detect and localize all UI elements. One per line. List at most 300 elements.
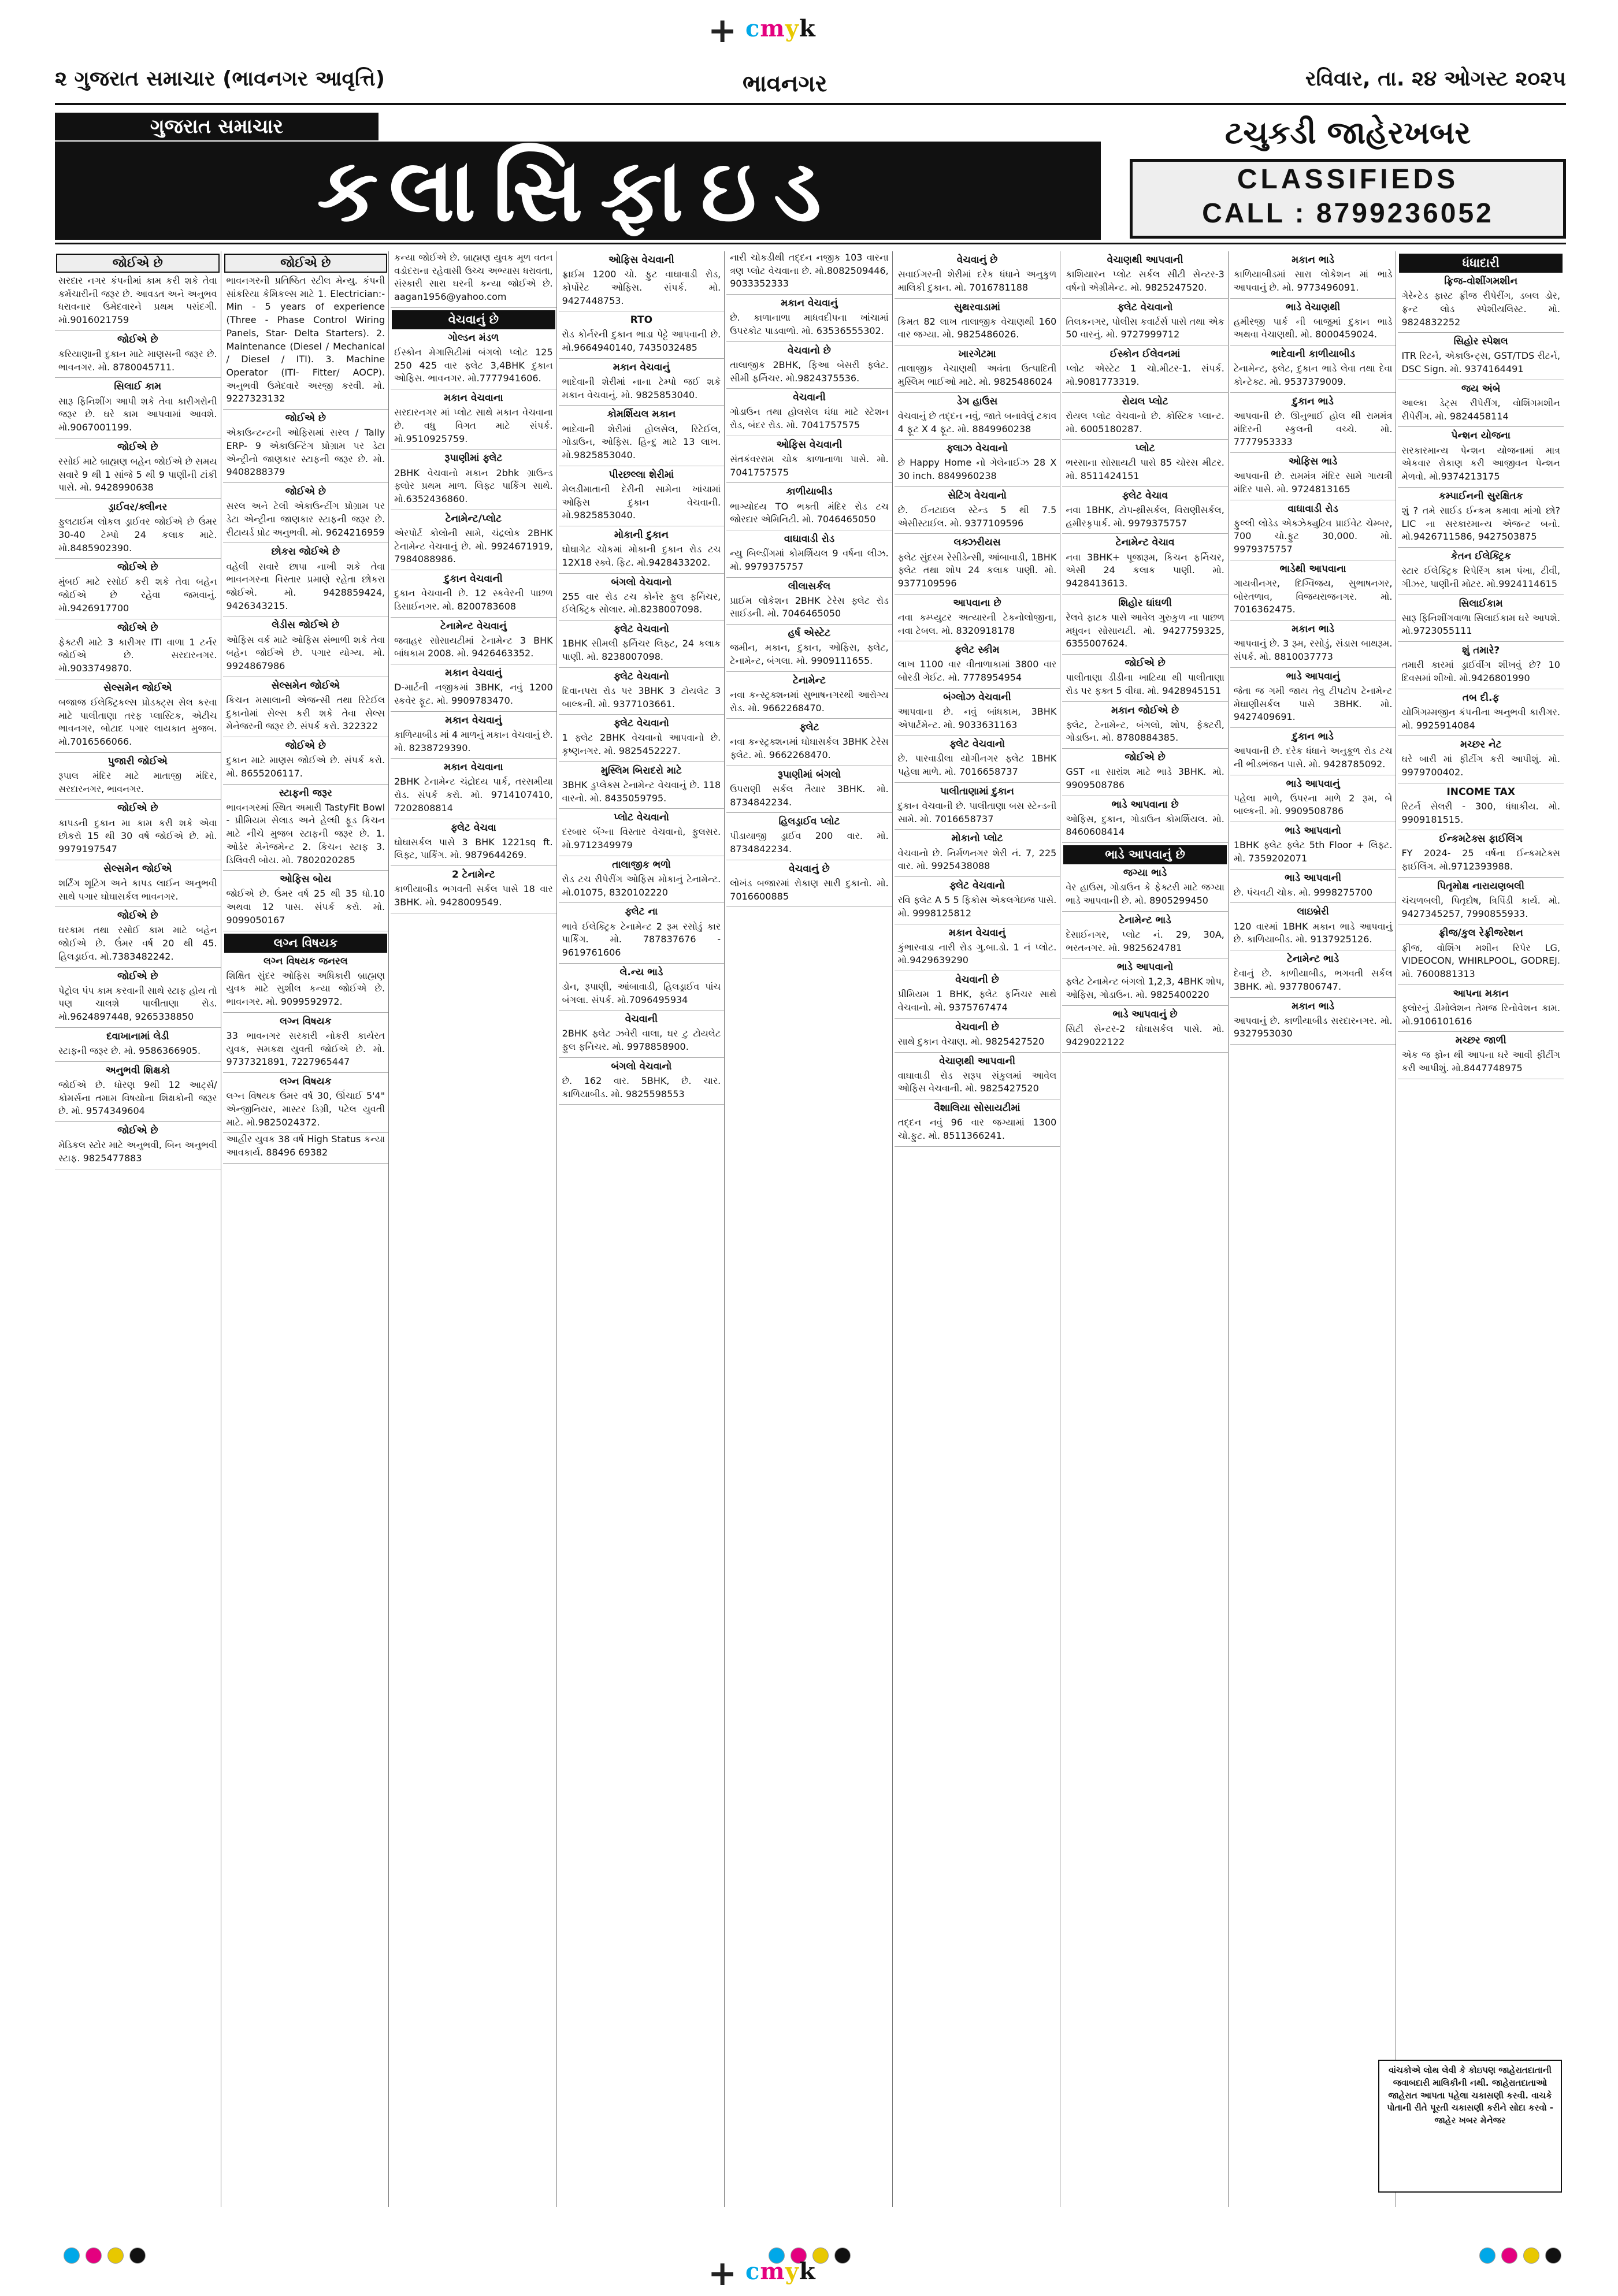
ad-text: શિક્ષિત સુંદર ઓફિસ અધિકારી બ્રાહ્મણ યુવક માટે સુશીલ કન્યા જોઈએ છે. ભાવનગર. મો. 9099592972. [226, 969, 385, 1008]
classified-ad [559, 905, 725, 963]
classified-ad [1230, 1000, 1396, 1045]
ad-text: દુકાન વેચવાની છે. 12 સ્કવેરની પાછળ ડિસાઈનગર. મો. 8200783608 [394, 588, 553, 612]
classified-ad [895, 441, 1060, 487]
ad-heading: INCOME TAX [1446, 786, 1515, 798]
ad-text: રવિ ફ્લેટ A 5 5 ફિકોસ એકલગેઇજ પાસે. મો. 9998125812 [897, 894, 1057, 919]
ad-text: કાશિયારન પ્લોટ સર્કલ સીટી સેન્ટર-3 વર્ષનો એગ્રીમેન્ટ. મો. 9825247520. [1066, 269, 1224, 293]
classifieds-grid [55, 251, 1566, 2207]
ad-text: ફુલટાઈમ લોકલ ડ્રાઈવર જોઈએ છે ઉંમર 30-40 ટેમ્પો 24 કલાક માટે. મો.8485902390. [58, 516, 217, 553]
classified-ad [55, 380, 221, 438]
classified-ad [55, 801, 221, 860]
ad-heading: ફ્લેટ વેચવાનો [1117, 301, 1173, 313]
yellow-dot-icon [1523, 2247, 1539, 2264]
ad-heading: મકાન ભાડે [1292, 1000, 1335, 1012]
ad-text: 2BHK ફ્લેટ ઝવેરી વાલા, ઘર ટુ ટોયલેટ ફુલ ફર્નિચર. મો. 9978858900. [562, 1028, 721, 1053]
ad-text: 2BHK ટેનામેન્ટ ચંદ્રોદય પાર્ક, તરસમીયા રોડ. સંપર્ક કરો. મો. 9714107410, 7202808814 [394, 776, 553, 813]
ad-text: રોયલ પ્લોટ વેચવાનો છે. કોસ્ટિક પ્લાન્ટ. મો. 6005180287. [1066, 410, 1224, 434]
magenta-dot-icon [86, 2247, 102, 2264]
ad-text: કન્યા જોઈએ છે. બ્રાહ્મણ યુવક મૂળ વતન વડોદરાના રહેવાસી ઉચ્ચ અભ્યાસ ધરાવતા, સંસ્કારી સારા ઘરની કન્યા જોઈએ છે. aagan1956@yahoo.com [394, 252, 553, 303]
classified-ad [1062, 489, 1228, 534]
classifieds-title: ક્લાસિફાઇડ [55, 142, 1101, 240]
ad-heading: ફ્લેટ વેચાવ [1122, 489, 1168, 501]
ad-heading: સુથરવાડામાં [954, 301, 1001, 313]
classified-ad [559, 313, 725, 359]
ad-heading: બંગલો વેચવાનો [611, 1060, 672, 1072]
cmyk-mark: cmyk [745, 15, 816, 42]
ad-text: હમીરજી પાર્ક ની બાજુમાં દુકાન ભાડે અથવા વેચાણથી. મો. 8000459024. [1233, 315, 1393, 340]
ad-text: જોઈએ છે. ધોરણ 9થી 12 આર્ટ્સ/કોમર્સના તમામ વિષયોના શિક્ષકોની જરૂર છે. મો. 9574349604 [58, 1079, 217, 1117]
black-dot-icon [834, 2247, 851, 2264]
classifieds-label: CLASSIFIEDS [1237, 164, 1459, 195]
ad-text: કરિયાણાની દુકાન માટે માણસની જરૂર છે. ભાવનગર. મો. 8780045711. [58, 348, 217, 373]
classified-ad [895, 253, 1060, 299]
ad-text: નવા કન્સ્ટ્રક્શનમાં ઘોઘાસર્કલ 3BHK ટેરેસ ફ્લેટ. મો. 9662268470. [730, 736, 889, 761]
ad-text: છે. 162 વાર. 5BHK, છે. ચાર. કાળિયાબીડ. મો. 9825598553 [562, 1075, 721, 1099]
ad-text: વેચવાનો છે. નિર્મળનગર શેરી નં. 7, 225 વાર. મો. 9925438088 [897, 847, 1057, 872]
ad-heading: બંગલો વેચવાનો [611, 576, 672, 588]
ad-heading: મકાન વેચવાનું [445, 667, 502, 679]
ad-heading: ફ્લેટ વેચવાનો [949, 880, 1005, 892]
ad-heading: મકાન વેચવાનું [948, 927, 1006, 939]
tagline: ટચુકડી જાહેરખબર [1224, 114, 1471, 151]
ad-heading: મોકાનો પ્લોટ [951, 833, 1003, 845]
classified-ad [726, 485, 892, 530]
ad-text: કાળિયાબીડમાં સારા લોકેશન માં ભાડે આપવાનું છે. મો. 9773496091. [1233, 269, 1393, 293]
page-number-edition: ૨ ગુજરાત સમાચાર (ભાવનગર આવૃત્તિ) [55, 67, 385, 91]
call-number: CALL : 8799236052 [1202, 198, 1494, 229]
ad-text: આપવાની છે. રામમંત્ર મંદિર સામે ગાયત્રી મંદિર પાસે. મો. 9724813165 [1233, 470, 1393, 495]
ad-text: નવા 3BHK+ પૂજારૂમ, કિચન ફર્નિચર, એસી 24 કલાક પાણી. મો. 9428413613. [1066, 551, 1224, 589]
ad-heading: પ્લોટ વેચવાનો [613, 812, 669, 824]
ad-heading: મુસ્લિમ બિરાદરો માટે [600, 764, 682, 777]
ad-heading: લગ્ન વિષયક [280, 1076, 332, 1088]
classified-ad [391, 868, 556, 913]
ad-text: જોઈએ છે. ઉંમર વર્ષ 25 થી 35 ધો.10 અથવા 12 પાસ. સંપર્ક કરો. મો. 9099050167 [226, 888, 385, 926]
classified-ad [895, 737, 1060, 783]
classified-ad [223, 411, 389, 483]
ad-text: સરદારનગર માં પ્લોટ સાથે મકાન વેચવાના છે. વધુ વિગત માટે સંપર્ક. મો.9510925759. [394, 407, 553, 444]
ad-heading: ફ્લાઝ વેચવાનો [946, 443, 1008, 455]
ad-heading: આપના મકાન [1453, 987, 1509, 1000]
ad-text: 1BHK સીમલી ફર્નિચર લિફ્ટ, 24 કલાક પાણી. મો. 8238007098. [562, 638, 721, 662]
ad-text: તિલકનગર, પોલીસ કવાર્ટર્સ પાસે તથા એક 50 વારનું. મો. 9727999712 [1066, 315, 1224, 340]
ad-heading: ફ્લેટ [799, 722, 819, 734]
ad-text: ભાદેવાની શેરીમાં નાના ટેમ્પો જઈ શકે મકાન વેચવાનું. મો. 9825853040. [562, 376, 721, 400]
classified-column [559, 251, 725, 2207]
ad-text: પીડાયાજી ડ્રાઈવ 200 વાર. મો. 8734842234. [730, 830, 889, 855]
classified-ad [1230, 300, 1396, 346]
classified-ad [1230, 824, 1396, 870]
classified-ad [1398, 644, 1564, 689]
ad-text: D-માર્ટની નજીકમાં 3BHK, નવું 1200 સ્કવેર ફૂટ. મો. 9909783470. [394, 682, 553, 706]
ad-text: છે. પંચવટી ચોક. મો. 9998275700 [1233, 886, 1373, 898]
ad-heading: વૈશાલિયા સોસાયટીમાં [934, 1102, 1020, 1114]
ad-heading: સ્ટાફની જરૂર [279, 787, 332, 799]
registration-cross-icon: + [708, 10, 737, 51]
classified-ad [1398, 691, 1564, 737]
classified-ad [223, 274, 389, 410]
classified-ad [391, 666, 556, 712]
ad-text: ડોન, રૂપાણી, આંબાવાડી, હિલડ્રાઈવ પાંચ બંગલા. સંપર્ક. મો.7096495934 [562, 980, 721, 1005]
ad-text: 120 વારમાં 1BHK મકાન ભાડે આપવાનું છે. કાળિયાબીડ. મો. 9137925126. [1233, 920, 1393, 945]
ad-heading: શું તમારે? [1462, 645, 1500, 657]
section-heading: જોઈએ છે [56, 254, 220, 273]
ad-text: 33 ભાવનગર સરકારી નોકરી કાર્યરત યુવક, સમકક્ષ યુવતી જોઈએ છે. મો. 9737321891, 7227965447 [226, 1030, 385, 1068]
black-dot-icon [1545, 2247, 1561, 2264]
ad-text: સવાઈગરની શેરીમાં દરેક ધંધાને અનુકુળ માલિકી દુકાન. મો. 7016781188 [897, 269, 1057, 293]
ad-heading: ટેનામેન્ટ ભાડે [1287, 953, 1339, 965]
classified-ad [391, 821, 556, 867]
ad-heading: આપવાના છે [953, 597, 1001, 609]
ad-text: વાઘાવાડી રોડ સરૂપ સંકુલમાં આવેલ ઓફિસ વેચવાની. મો. 9825427520 [897, 1069, 1057, 1094]
ad-text: પેટ્રોલ પંપ કામ કરવાની સાથે સ્ટાફ હોય તો પણ ચાલશે પાલીતાણા રોડ. મો.9624897448, 9265338850 [58, 984, 217, 1023]
ad-text: ભાદેવાની શેરીમાં હોલસેલ, રિટેઈલ, ગોડાઉન, ઓફિસ. હિન્દુ માટે 13 લાખ. મો.9825853040. [562, 423, 721, 460]
ad-text: પાલીતાણા ડીડીના ખાટિયા થી પાલીતાણા રોડ પર ફક્ત 5 વીઘા. મો. 9428945151 [1066, 672, 1224, 696]
ad-heading: મકાન વેચવાના [444, 392, 503, 404]
ad-heading: ફ્લેટ વેચવાનો [949, 738, 1005, 751]
ad-heading: ઈન્કમટેક્સ ફાઈલિંગ [1439, 833, 1523, 845]
classified-column [55, 251, 221, 2207]
classified-ad [391, 391, 556, 449]
classified-ad [895, 489, 1060, 534]
classified-ad [223, 739, 389, 785]
ad-text: યોગિગમ્મજીન કંપનીના અનુભવી કારીગર. મો. 9925914084 [1401, 706, 1560, 731]
ad-heading: મકાન વેચવાનું [445, 714, 502, 726]
ad-heading: ભાડે આપવાની [1285, 872, 1342, 884]
classified-ad [895, 973, 1060, 1019]
classified-ad [1398, 738, 1564, 783]
classified-ad [1062, 798, 1228, 844]
classified-ad [1062, 913, 1228, 959]
classified-ad [559, 622, 725, 668]
ad-heading: ઓફિસ વેચવાની [608, 254, 674, 266]
ad-text: ઘોઘાસર્કલ પાસે 3 BHK 1221sq ft. લિફ્ટ, પાર્કિંગ. મો. 9879644269. [394, 836, 553, 861]
classified-ad [223, 545, 389, 616]
ad-heading: હિલડ્રાઈવ પ્લોટ [778, 816, 840, 828]
ad-text: કિચન મસાલાની એજન્સી તથા રિટેઈલ દુકાનોમાં સેલ્સ કરી શકે તેવા સેલ્સ મેનેજરની જરૂર છે. સંપર્ક કરો. 322322 [226, 694, 385, 732]
ad-heading: તાલાજીક ભળો [612, 859, 671, 871]
city-title: ભાવનગર [743, 70, 827, 97]
ad-text: તમારી કારમાં ડ્રાઈવીંગ શીખવું છે? 10 દિવસમાં શીખો. મો.9426801990 [1401, 659, 1560, 683]
ad-heading: પિતૃમોક્ષ નારાયણબલી [1437, 880, 1524, 892]
ad-text: જેતા જ ગમી જાય તેવુ ટીપટોપ ટેનામેન્ટ મેઘાણીસર્કલ પાસે 3BHK. મો. 9427409691. [1233, 685, 1393, 723]
ad-heading: ફ્લેટ વેચવા [450, 822, 496, 834]
ad-heading: મકાન જોઈએ છે [1111, 704, 1179, 716]
ad-heading: વેચવાનો છે [788, 344, 831, 356]
ad-text: લગ્ન વિષયક ઉંમર વર્ષ 30, ઊંચાઈ 5'4" એન્જીનિયર, માસ્ટર ડિગ્રી, પટેલ યુવતી માટે. મો.9825024372. [226, 1090, 385, 1128]
ad-heading: 2 ટેનામેન્ટ [451, 869, 495, 881]
classified-ad [1062, 1008, 1228, 1053]
ad-text: રસોઈ માટે બ્રાહ્મણ બહેન જોઈએ છે સમય સવારે 9 થી 1 સાંજે 5 થી 9 પાણીની ટાંકી પાસે. મો. 9428990638 [58, 455, 217, 493]
ad-text: સરલ અને ટેલી એકાઉન્ટીંગ પ્રોગ્રામ પર ડેટા એન્ટ્રીના જાણકાર સ્ટાફની જરૂર છે. રીટાયર્ડ પ્રોઢ અનુભવી. મો. 9624216959 [226, 500, 385, 538]
ad-text: 255 વાર રોડ ટચ કોર્નર ફુલ ફર્નિચર, ઈલેક્ટ્રિક સોલાર. મો.8238007098. [562, 590, 721, 615]
ad-heading: લીલાસર્કલ [788, 580, 831, 592]
classified-ad [1062, 656, 1228, 702]
ad-heading: જગ્યા ભાડે [1123, 867, 1167, 879]
ad-text: ઉપરાણી સર્કલ તૈયાર 3BHK. મો. 8734842234. [730, 783, 889, 808]
classifieds-banner [55, 113, 1566, 244]
ad-text: વેચવાનું છે તદ્દન નવું, જાતે બનાવેલું ટકાવ 4 ફૂટ X 4 ફૂટ. મો. 8849960238 [897, 410, 1057, 434]
ad-text: રોડ ટચ રીપેરીંગ ઓફિસ મોકાનું ટેનામેન્ટ. મો.01075, 8320102220 [562, 874, 721, 898]
ad-text: ગોડાઉન તથા હોલસેલ ઘંધા માટે સ્ટેશન રોડ, બંદર રોડ. મો. 7041757575 [730, 406, 889, 431]
ad-heading: પુજારી જોઈએ [107, 755, 168, 767]
ad-text: આલ્કા ડેટ્સ રીપેરીંગ, વોશિંગમશીન રીપેરીંગ. મો. 9824458114 [1401, 397, 1560, 422]
classified-ad [726, 720, 892, 766]
ad-heading: સેટિંગ વેચવાનો [948, 489, 1007, 501]
ad-heading: ટેનામેન્ટ વેચાવ [1115, 537, 1175, 549]
classified-ad [223, 485, 389, 543]
ad-text: એકાઉન્ટન્ટની ઓફિસમાં સરલ / Tally ERP- 9 એકાઉન્ટિંગ પ્રોગ્રામ પર ડેટા એન્ટ્રીનો જાણકાર સ્ટાફની જરૂર છે. મો. 9408288379 [226, 427, 385, 478]
ad-heading: મકાન ભાડે [1292, 254, 1335, 266]
classified-ad [223, 618, 389, 677]
ad-text: રોડ કોર્નરની દુકાન ભાડા પેટ્ટે આપવાની છે. મો.9664940140, 7435032485 [562, 329, 721, 354]
ad-heading: સેલ્સમેન જોઈએ [103, 682, 172, 694]
classified-ad [1062, 395, 1228, 440]
classified-ad [55, 274, 221, 331]
masthead-logo: ગુજરાત સમાચાર [55, 113, 378, 140]
classified-ad [895, 536, 1060, 594]
classified-ad [1230, 670, 1396, 728]
ad-heading: વાઘાવાડી રોડ [784, 533, 835, 545]
classified-ad [726, 579, 892, 625]
ad-heading: સિલાઈ કામ [114, 381, 162, 393]
publish-date: રવિવાર, તા. ૨૪ ઓગસ્ટ ૨૦૨૫ [1305, 67, 1566, 91]
classified-ad [726, 626, 892, 672]
classified-ad [1230, 730, 1396, 775]
ad-text: એરપોર્ટ કોલોની સામે, ચંદ્રલોક 2BHK ટેનામેન્ટ વેચવાનું છે. મો. 9924671919, 7984088986. [394, 527, 553, 565]
classified-ad [1230, 905, 1396, 950]
ad-heading: મકાન વેચવાના [444, 761, 503, 774]
ad-heading: ભાડે આપવાનો [1285, 825, 1341, 837]
ad-text: કાળિયાબીડ માં 4 માળનું મકાન વેચવાનું છે. મો. 8238729390. [394, 729, 553, 753]
ad-heading: ટેનામેન્ટ/પ્લોટ [445, 512, 502, 525]
ad-text: નારી ચોકડીથી તદ્દન નજીક 103 વારના ત્રણ પ્લોટ વેચવાના છે. મો.8082509446, 9033352333 [730, 252, 889, 289]
ad-text: તાલાજીક 2BHK, ફિઆ બેસરી ફ્લેટ. સીમી ફર્નિચર. મો.9824375536. [730, 359, 889, 384]
ad-heading: ફ્લેટ વેચવાનો [614, 623, 669, 636]
ad-heading: લગ્ન વિષયક [280, 1015, 332, 1027]
ad-text: સંતકંવરરામ ચોક કાળાનાળા પાસે. મો. 7041757575 [730, 453, 889, 478]
ad-heading: જોઈએ છે [117, 970, 158, 982]
ad-heading: RTO [630, 314, 653, 326]
classified-ad [1230, 502, 1396, 560]
ad-heading: બંગ્લોઝ વેચવાની [943, 691, 1011, 703]
classified-ad [55, 440, 221, 499]
ad-text: ગાયત્રીનગર, દિગ્વિજય, સુભાષનગર, બોરતળાવ, વિજયરાજનગર. મો. 7016362475. [1233, 577, 1393, 615]
ad-text: ફ્લેટ, ટેનામેન્ટ, બંગલો, શોપ, ફેક્ટરી, ગોડાઉન. મો. 8780884385. [1066, 719, 1224, 744]
ad-text: ફ્રીજ, વોશિંગ મશીન રિપેર LG, VIDEOCON, WHIRLPOOL, GODREJ. મો. 7600881313 [1401, 942, 1560, 980]
ad-text: ઓફિસ, દુકાન, ગોડાઉન કોમર્શિયલ. મો. 8460608414 [1066, 813, 1224, 838]
ad-heading: દુકાન વેચવાની [444, 573, 503, 585]
ad-heading: સિહોર સ્પેશલ [1453, 336, 1508, 348]
classified-ad [895, 300, 1060, 346]
classified-ad [559, 716, 725, 762]
ad-text: ઘરકામ તથા રસોઈ કામ માટે બહેન જોઈએ છે. ઉંમર વર્ષ 20 થી 45. હિલડ્રાઈવ. મો.7383482242. [58, 924, 217, 962]
classified-ad [559, 361, 725, 406]
ad-text: એક જ ફોન થી આપના ઘરે આવી ફીટીંગ કરી આપીશું. મો.8447748975 [1401, 1049, 1560, 1074]
classified-ad [1398, 987, 1564, 1032]
classified-ad [55, 1030, 221, 1062]
ad-text: ફ્લેટ ટેનામેન્ટ બંગલો 1,2,3, 4BHK શોપ, ઓફિસ, ગોડાઉન. મો. 9825400220 [1066, 976, 1224, 1001]
classified-column [223, 251, 389, 2207]
classified-ad [1230, 395, 1396, 453]
color-dots-left [64, 2247, 146, 2264]
ad-text: કાળીયાબીડ ભગવતી સર્કલ પાસે 18 વાર 3BHK. મો. 9428009549. [394, 883, 553, 908]
classified-ad [726, 438, 892, 484]
classified-ad [895, 785, 1060, 830]
ad-text: જમીન, મકાન, દુકાન, ઓફિસ, ફ્લેટ, ટેનામેન્ટ, બંગલા. મો. 9909111655. [730, 642, 889, 666]
ad-heading: લક્ઝરીયસ [953, 537, 1001, 549]
ad-heading: પીરછલ્લા શેરીમાં [608, 469, 674, 481]
classified-ad [55, 621, 221, 679]
classified-ad [895, 1054, 1060, 1100]
ad-heading: વેચવાનું છે [956, 254, 998, 266]
classified-ad [895, 831, 1060, 877]
classified-ad [559, 468, 725, 526]
classified-ad [391, 572, 556, 618]
classified-ad [726, 532, 892, 578]
ad-text: પ્રીમિયમ 1 BHK, ફ્લેટ ફર્નિચર સાથે વેચવાનો. મો. 9375767474 [897, 989, 1057, 1013]
classified-column [1062, 251, 1229, 2207]
ad-heading: કોમર્શિયલ મકાન [607, 408, 676, 421]
magenta-dot-icon [1501, 2247, 1517, 2264]
ad-text: ફ્લોરનું ડીમોલેશન તેમજ રિનોવેશન કામ. મો.9106101616 [1401, 1002, 1560, 1027]
ad-text: ભાવનગરમાં સ્થિત અમારી TastyFit Bowl - પ્રીમિયમ સેલાડ અને હેલ્ધી ફૂડ કિચન માટે નીચે મુજબ સ્ટાફની જરૂર છે. 1. ઓર્ડર મેનેજમેન્ટ 2. કિચન સ્ટાફ 3. ડિલિવરી બોય. મો. 7802020285 [226, 801, 385, 865]
ad-heading: લેડીસ જોઈએ છે [272, 619, 340, 631]
ad-heading: હર્ષ એસ્ટેટ [788, 627, 831, 640]
classified-ad [559, 253, 725, 311]
classified-ad [391, 714, 556, 759]
ad-text: મેલડીમાતાની દેરીની સામેના ખાંચામાં ઓફિસ દુકાન વેચવાની. મો.9825853040. [562, 483, 721, 521]
classified-ad [223, 1015, 389, 1073]
ad-text: સિટી સેન્ટર-2 ઘોઘાસર્કલ પાસે. મો. 9429022122 [1066, 1023, 1224, 1047]
classified-ad [223, 679, 389, 737]
ad-heading: વેચાણથી આપવાની [939, 1055, 1016, 1067]
ad-heading: રોયલ પ્લોટ [1122, 395, 1168, 407]
classified-ad [726, 251, 892, 295]
page-header [55, 62, 1566, 105]
ad-heading: છોકરા જોઈએ છે [271, 546, 340, 558]
ad-text: ગેરેન્ટેડ ફાસ્ટ ફ્રીજ રીપેરીંગ, ડબલ ડોર, ફ્રન્ટ લોડ સ્પેશીયલિસ્ટ. મો. 9824832252 [1401, 290, 1560, 328]
classified-ad [55, 681, 221, 753]
classified-ad [895, 690, 1060, 736]
classified-ad [391, 760, 556, 819]
ad-heading: ટેનામેન્ટ વેચવાનું [440, 620, 507, 632]
ad-heading: વેચાણથી આપવાની [1107, 254, 1183, 266]
ad-text: ઘરે બારી માં ફીટીંગ કરી આપીશું. મો. 9979700402. [1401, 753, 1560, 778]
ad-heading: કાળીયાબીડ [786, 486, 833, 498]
ad-text: 2BHK વેચવાનો મકાન 2bhk ગ્રાઉન્ડ ફ્લોર પ્રથમ માળ. લિફ્ટ પાર્કિંગ સાથે. મો.6352436860. [394, 467, 553, 504]
ad-heading: ડેગ હાઉસ [956, 395, 998, 407]
classified-ad [559, 1012, 725, 1058]
classified-ad [1398, 597, 1564, 642]
ad-text: સારૂ ફિનિશીંગ આપી શકે તેવા કારીગરોની જરૂર છે. ઘરે કામ આપવામાં આવશે. મો.9067001199. [58, 395, 217, 433]
ad-text: આહીર યુવક 38 વર્ષ High Status કન્યા આવકાર્ય. 88496 69382 [226, 1134, 385, 1158]
ad-heading: કમ્પાઈનની સુરક્ષિતક [1438, 490, 1523, 502]
ad-text: વેર હાઉસ, ગોડાઉન કે ફેક્ટરી માટે જગ્યા ભાડે આપવાની છે. મો. 8905299450 [1066, 882, 1224, 906]
ad-text: ટેનામેન્ટ, ફ્લેટ, દુકાન ભાડે લેવા તથા દેવા કોન્ટેક્ટ. મો. 9537379009. [1233, 363, 1393, 387]
classified-ad [391, 619, 556, 665]
ad-text: શું ? તમે સાઈડ ઈન્કમ કમાવા માંગો છો? LIC ના સરકારમાન્ય એજન્ટ બનો. મો.9426711586, 9427503875 [1401, 504, 1560, 543]
classified-ad [1398, 489, 1564, 548]
classified-ad [55, 969, 221, 1028]
section-heading: ધંધાદારી [1399, 254, 1563, 273]
classified-ad [391, 331, 556, 389]
classified-ad [1230, 777, 1396, 823]
classified-ad [1398, 879, 1564, 925]
ad-text: શર્ટિંગ શૂટિંગ અને કાપડ લાઈન અનુભવી સાથે પગાર ઘોઘાસર્કલ ભાવનગર. [58, 877, 217, 902]
ad-heading: જય અંબે [1461, 382, 1501, 395]
ad-heading: જોઈએ છે [117, 441, 158, 453]
ad-text: ફુલ્લી લોડેડ એક્ઝેક્યુટિવ પ્રાઈવેટ ચેમ્બર, 700 ચો.ફુટ 30,000. મો. 9979375757 [1233, 517, 1393, 555]
ad-text: તદ્દન નવું 96 વાર જગ્યામાં 1300 ચો.ફુટ. મો. 8511366241. [897, 1117, 1057, 1141]
classified-column [391, 251, 557, 2207]
ad-text: આપવાનું છે. 3 રૂમ, રસોડું, સંડાસ બાથરૂમ. સંપર્ક. મો. 8810037773 [1233, 638, 1393, 662]
ad-text: 1BHK ફ્લેટ ફ્લેટ 5th Floor + લિફ્ટ. મો. 7359202071 [1233, 839, 1393, 864]
classified-column [895, 251, 1061, 2207]
classified-ad [55, 333, 221, 378]
ad-heading: ડ્રાઈવર/ક્લીનર [108, 501, 168, 513]
ad-heading: પ્લોટ [1135, 443, 1155, 455]
ad-heading: વેચવાની છે [955, 1021, 999, 1033]
ad-heading: દવાખાનામાં લેડી [106, 1030, 169, 1042]
classified-ad [726, 768, 892, 813]
classified-ad [1230, 253, 1396, 299]
ad-text: જવાહર સોસાયટીમાં ટેનામેન્ટ 3 BHK બાંધકામ 2008. મો. 9426463352. [394, 634, 553, 659]
ad-text: કાપડની દુકાન મા કામ કરી શકે એવા છોકરો 15 થી 30 વર્ષ જોઈએ છે. મો. 9979197547 [58, 817, 217, 855]
ad-text: દેવાનું છે. કાળીયાબીડ, ભગવતી સર્કલ 3BHK. મો. 9377806747. [1233, 968, 1393, 992]
ad-heading: લે.ન્ય ભાડે [619, 966, 663, 978]
classified-ad [1398, 926, 1564, 984]
ad-text: નવા કમ્પ્યુટર અત્યારની ટેકનોલોજીના, નવા ટેબલ. મો. 8320918178 [897, 611, 1057, 636]
section-heading: જોઈએ છે [224, 254, 388, 273]
ad-text: ભાવનગરની પ્રતિષ્ઠિત સ્ટીલ મેન્યુ. કંપની સાંકરિયા કેમિકલ્સ માટે 1. Electrician:- Min - 5 years of experience (Three - Phase Control Wiring Panels, Star- Delta Starters). 2. Maintenance (Diesel / Mechanical / Diesel / ITI). 3. Machine Operator (ITI- Fitter/ AOCP). અનુભવી ઉમેદવારે અરજી કરવી. મો. 9227323132 [226, 275, 385, 404]
ad-text: FY 2024- 25 વર્ષના ઈન્કમટેક્સ ફાઈલિંગ. મો.9712393988. [1401, 848, 1560, 872]
ad-heading: મચ્છર નેટ [1460, 739, 1502, 751]
classified-ad [1230, 455, 1396, 500]
black-dot-icon [129, 2247, 146, 2264]
ad-heading: ફ્લેટ ના [625, 906, 658, 918]
classified-ad [559, 1060, 725, 1105]
registration-bottom [0, 2242, 1618, 2296]
ad-text: આપવાની છે. દરેક ધંધાને અનુકૂળ રોડ ટચ ની ભીડભંજન પાસે. મો. 9428785092. [1233, 745, 1393, 770]
ad-heading: જોઈએ છે [117, 622, 158, 634]
ad-text: ભાગ્યોદય TO ભક્તી મંદિર રોડ ટચ જોરદાર એમિનિટી. મો. 7046465050 [730, 500, 889, 525]
classified-ad [55, 560, 221, 619]
ad-text: રિટર્ન સેલરી - 300, ધંધાકીય. મો. 9909181515. [1401, 800, 1560, 825]
ad-heading: સેલ્સમેન જોઈએ [271, 679, 340, 692]
ad-heading: રૂપાણીમાં બંગલો [777, 768, 841, 781]
disclaimer-notice: વાંચકોએ લોથ લેવી કે કોઇપણ જાહેરાતદાતાની જવાબદારી માલિકીની નથી. જાહેરાતદાતાઓ જાહેરાત આપતા પહેલા ચકાસણી કરવી. વાચકે પોતાની રીતે પૂરતી ચકાસણી કરીને સોદા કરવો - જાહેર ખબર મેનેજર [1378, 2060, 1562, 2193]
ad-text: 3BHK ડુપ્લેક્સ ટેનામેન્ટ વેચવાનું છે. 118 વારનો. મો. 8435059795. [562, 779, 721, 804]
registration-top [0, 0, 1618, 58]
ad-heading: જોઈએ છે [117, 910, 158, 922]
classified-ad [726, 674, 892, 719]
ad-heading: અનુભવી શિક્ષકો [105, 1064, 170, 1076]
ad-text: 1 ફ્લેટ 2BHK વેચવાનો આપવાનો છે. કૃષ્ણનગર. મો. 9825452227. [562, 732, 721, 757]
section-heading: લગ્ન વિષયક [224, 934, 388, 953]
classified-ad [559, 811, 725, 856]
ad-heading: દુકાન ભાડે [1292, 395, 1334, 407]
ad-heading: ઓફિસ ભાડે [1288, 455, 1338, 467]
classified-ad [1230, 952, 1396, 998]
classified-ad [1398, 429, 1564, 487]
ad-heading: ખારગેટમા [958, 348, 996, 361]
classified-ad [559, 575, 725, 621]
ad-heading: મોકાની દુકાન [614, 529, 669, 541]
ad-text: પ્રાઈમ લોકેશન 2BHK ટેરેસ ફ્લેટ રોડ સાઈડની. મો. 7046465050 [730, 595, 889, 619]
classified-ad [1062, 960, 1228, 1006]
ad-heading: જોઈએ છે [117, 562, 158, 574]
